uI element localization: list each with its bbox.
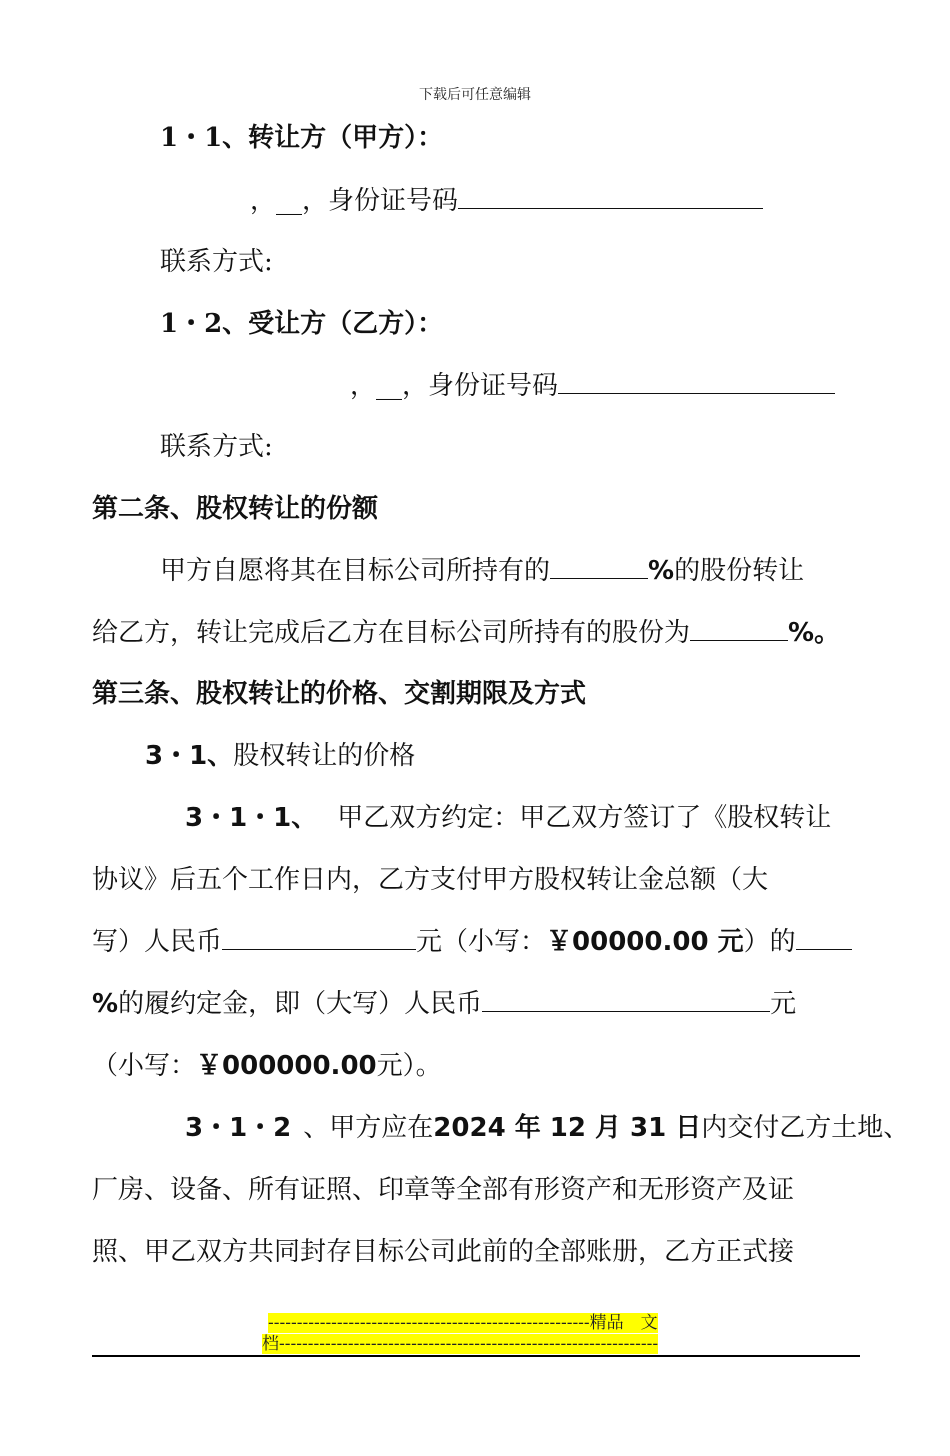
article2-text: 给乙方，转让完成后乙方在目标公司所持有的股份为 [92, 618, 691, 648]
article2-text: 的股份转让 [674, 556, 805, 586]
transferee-id-prefix: ，__，身份证号码 [350, 371, 559, 401]
clause-text: 内交付乙方土地、 [701, 1113, 910, 1143]
transferor-id-prefix: ，__，身份证号码 [250, 186, 459, 216]
share-percent-blank[interactable] [550, 556, 648, 579]
transferee-id-line [350, 370, 835, 402]
transferor-contact: 联系方式: [160, 247, 273, 277]
clause-number: 3・1・1、 [185, 803, 318, 833]
total-amount-words-blank[interactable] [222, 927, 416, 950]
footer-rule [92, 1355, 860, 1357]
transferor-id-blank[interactable] [458, 186, 763, 209]
deposit-percent-blank[interactable] [796, 927, 852, 950]
page-header-note: 下载后可任意编辑 [419, 87, 531, 103]
clause-text: 、甲方应在 [303, 1113, 434, 1143]
article2-text: 甲方自愿将其在目标公司所持有的 [160, 556, 551, 586]
deposit-amount-words-blank[interactable] [482, 989, 770, 1012]
transferee-id-blank[interactable] [558, 371, 835, 394]
clause-title: 股权转让的价格 [233, 741, 416, 771]
final-share-percent-blank[interactable] [690, 618, 788, 641]
clause-number: 3・1、 [145, 741, 234, 771]
article2-para-line1 [160, 555, 804, 587]
clause-text: 写）人民币 [92, 927, 223, 957]
article2-heading: 第二条、股权转让的份额 [92, 494, 379, 524]
clause-number: 3・1・2 [185, 1113, 292, 1143]
clause-3-1-2-line1 [185, 1112, 909, 1144]
clause-3-1-1-line5 [92, 1050, 442, 1082]
clause-text: 元（小写： [416, 927, 547, 957]
clause-3-1-1-line3 [92, 926, 852, 958]
article3-heading: 第三条、股权转让的价格、交割期限及方式 [92, 679, 587, 709]
clause-text: 元）。 [376, 1051, 442, 1081]
transferor-title: 1・1、转让方（甲方）： [160, 123, 444, 153]
total-amount-figure: ￥00000.00 元 [546, 927, 744, 957]
clause-3-1-2-line3: 照、甲乙双方共同封存目标公司此前的全部账册，乙方正式接 [92, 1237, 795, 1267]
footer-watermark-line1: --------------------------------------------------------精品 文 [268, 1313, 658, 1333]
deposit-amount-figure: ￥000000.00 [196, 1051, 377, 1081]
clause-3-1 [145, 740, 415, 772]
footer-watermark-line2: 档------------------------------------------------------------------ [262, 1334, 659, 1354]
transferee-title: 1・2、受让方（乙方）： [160, 309, 444, 339]
percent-sign: % [92, 989, 119, 1019]
clause-3-1-1-line4 [92, 988, 796, 1020]
percent-sign: %。 [788, 618, 841, 648]
clause-text: ）的 [743, 927, 796, 957]
percent-sign: % [648, 556, 675, 586]
clause-3-1-1-line2: 协议》后五个工作日内，乙方支付甲方股权转让金总额（大 [92, 865, 769, 895]
clause-text: 元 [770, 989, 797, 1019]
article2-para-line2 [92, 617, 840, 649]
clause-text: 甲乙双方约定：甲乙双方签订了《股权转让 [337, 803, 832, 833]
clause-3-1-1-line1 [185, 802, 831, 834]
clause-text: （小写： [92, 1051, 197, 1081]
clause-text: 的履约定金，即（大写）人民币 [118, 989, 483, 1019]
transferor-id-line [250, 185, 763, 217]
delivery-date: 2024 年 12 月 31 日 [433, 1113, 702, 1143]
transferee-contact: 联系方式: [160, 432, 273, 462]
clause-3-1-2-line2: 厂房、设备、所有证照、印章等全部有形资产和无形资产及证 [92, 1175, 795, 1205]
